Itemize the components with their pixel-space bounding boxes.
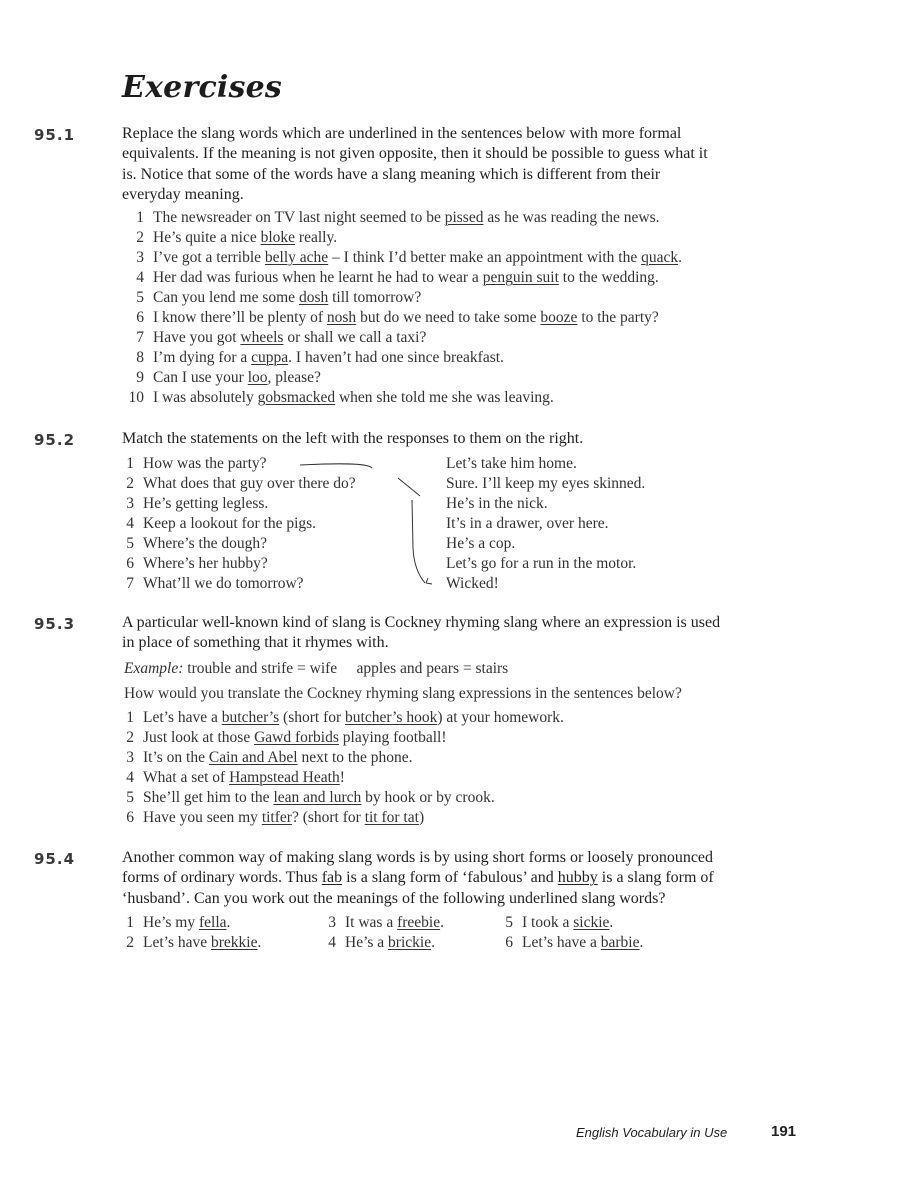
- instruction-line: [122, 868, 842, 888]
- exercise-number: 95.4: [34, 850, 76, 868]
- instruction-line: equivalents. If the meaning is not given opposite, then it should be possible to guess what it: [122, 145, 708, 163]
- item-number: 5: [136, 289, 144, 306]
- slang-word: hubby: [557, 869, 598, 887]
- item-number: 3: [126, 495, 134, 512]
- exercise-instructions: Match the statements on the left with the responses to them on the right.: [122, 430, 584, 447]
- list-item: [322, 934, 435, 952]
- item-text: (short for: [279, 709, 346, 726]
- instruction-line: everyday meaning.: [122, 185, 244, 203]
- item-text: It was a: [345, 914, 398, 931]
- item-text: Can you lend me some: [153, 289, 299, 306]
- item-text: He’s quite a nice: [153, 229, 261, 246]
- item-number: 2: [126, 934, 134, 951]
- instruction-text: is a slang form of: [597, 869, 714, 887]
- slang-word: barbie: [600, 934, 640, 951]
- list-item: [120, 769, 345, 787]
- item-text: Let’s have a: [143, 709, 222, 726]
- item-text: She’ll get him to the: [143, 789, 274, 806]
- instruction-line: is. Notice that some of the words have a slang meaning which is different from their: [122, 165, 661, 183]
- list-item: [322, 914, 444, 932]
- item-number: 5: [126, 535, 134, 552]
- item-text: .: [226, 914, 231, 931]
- item-number: 6: [505, 934, 513, 951]
- item-text: till tomorrow?: [328, 289, 422, 306]
- slang-word: wheels: [240, 329, 284, 346]
- instruction-line: Another common way of making slang words is by using short forms or loosely pronounced: [122, 849, 714, 866]
- slang-word: fella: [198, 914, 227, 931]
- item-text: by hook or by crook.: [361, 789, 495, 806]
- slang-word: lean and lurch: [273, 789, 362, 806]
- item-text: Where’s the dough?: [143, 535, 267, 552]
- item-text: How was the party?: [143, 455, 267, 472]
- list-item: [120, 914, 230, 932]
- slang-word: penguin suit: [482, 269, 559, 286]
- connector-line: [300, 464, 372, 468]
- match-response: Let’s go for a run in the motor.: [446, 555, 637, 572]
- item-text: ) at your homework.: [437, 709, 564, 726]
- slang-word: brickie: [388, 934, 432, 951]
- page-title: Exercises: [122, 70, 282, 105]
- match-response: It’s in a drawer, over here.: [446, 515, 609, 532]
- item-number: 5: [505, 914, 513, 931]
- item-text: Just look at those: [143, 729, 255, 746]
- item-text: . I haven’t had one since breakfast.: [288, 349, 504, 366]
- item-text: ): [418, 809, 425, 826]
- example-label: Example:: [124, 660, 184, 677]
- slang-word: sickie: [573, 914, 610, 931]
- list-item: [120, 809, 424, 827]
- exercise-number: 95.2: [34, 431, 76, 449]
- item-text: Let’s have: [143, 934, 212, 951]
- instruction-text: is a slang form of ‘fabulous’ and: [342, 869, 558, 887]
- item-text: What a set of: [143, 769, 230, 786]
- item-number: 4: [328, 934, 336, 951]
- slang-word: cuppa: [251, 349, 289, 366]
- item-text: What’ll we do tomorrow?: [143, 575, 304, 592]
- connector-line: [398, 478, 420, 496]
- slang-word: fab: [321, 869, 343, 887]
- item-text: .: [639, 934, 644, 951]
- match-response: He’s a cop.: [446, 535, 516, 552]
- slang-word: belly ache: [264, 249, 329, 266]
- item-text: Keep a lookout for the pigs.: [143, 515, 317, 532]
- item-text: Where’s her hubby?: [143, 555, 268, 572]
- exercise-instructions: [122, 613, 842, 654]
- item-number: 10: [128, 389, 144, 406]
- page-number: 191: [771, 1123, 797, 1140]
- item-text: or shall we call a taxi?: [283, 329, 427, 346]
- connector-arrow: [426, 578, 432, 584]
- item-text: Let’s have a: [522, 934, 601, 951]
- exercise-number: 95.1: [34, 126, 76, 144]
- item-number: 8: [136, 349, 144, 366]
- match-response: Wicked!: [446, 575, 499, 592]
- item-number: 2: [126, 729, 134, 746]
- item-text: Have you seen my: [143, 809, 262, 826]
- item-text: to the wedding.: [558, 269, 659, 286]
- item-text: playing football!: [338, 729, 447, 746]
- item-number: 9: [136, 369, 144, 386]
- list-item: [120, 934, 261, 952]
- connector-line: [412, 500, 425, 583]
- item-text: I took a: [522, 914, 574, 931]
- item-text: but do we need to take some: [356, 309, 541, 326]
- item-number: 3: [126, 749, 134, 766]
- slang-word: Cain and Abel: [208, 749, 298, 766]
- list-item: [499, 934, 643, 952]
- slang-word: titfer: [261, 809, 292, 826]
- item-text: What does that guy over there do?: [143, 475, 356, 492]
- exercise-instructions: [122, 848, 842, 909]
- item-text: .: [440, 914, 444, 931]
- slang-word: pissed: [444, 209, 484, 226]
- item-number: 6: [136, 309, 144, 326]
- slang-word: butcher’s: [221, 709, 280, 726]
- slang-word: brekkie: [211, 934, 258, 951]
- item-text: as he was reading the news.: [483, 209, 660, 226]
- item-number: 6: [126, 555, 134, 572]
- example-line: [124, 660, 508, 678]
- instruction-line: in place of something that it rhymes with.: [122, 634, 389, 652]
- footer-book-title: English Vocabulary in Use: [576, 1125, 728, 1140]
- item-text: ? (short for: [291, 809, 365, 826]
- item-number: 3: [328, 914, 336, 931]
- item-text: I was absolutely: [153, 389, 258, 406]
- slang-word: tit for tat: [364, 809, 419, 826]
- exercise-number: 95.3: [34, 615, 76, 633]
- instruction-text: forms of ordinary words. Thus: [122, 869, 322, 887]
- item-number: 4: [136, 269, 144, 286]
- slang-word: Gawd forbids: [254, 729, 339, 746]
- item-text: .: [431, 934, 435, 951]
- item-number: 1: [126, 914, 134, 931]
- item-number: 7: [126, 575, 134, 592]
- item-number: 4: [126, 769, 134, 786]
- item-text: It’s on the: [143, 749, 209, 766]
- item-text: I know there’ll be plenty of: [153, 309, 327, 326]
- item-text: – I think I’d better make an appointment with the: [328, 249, 642, 266]
- list-item: [120, 729, 447, 747]
- list-item: [120, 749, 413, 767]
- item-text: .: [609, 914, 614, 931]
- instruction-line: Replace the slang words which are underlined in the sentences below with more formal: [122, 125, 682, 142]
- item-text: He’s getting legless.: [143, 495, 269, 512]
- match-response: He’s in the nick.: [446, 495, 548, 512]
- item-text: next to the phone.: [297, 749, 413, 766]
- question-text: How would you translate the Cockney rhyming slang expressions in the sentences below?: [124, 685, 682, 702]
- item-number: 2: [126, 475, 134, 492]
- match-response: Let’s take him home.: [446, 455, 577, 472]
- item-number: 6: [126, 809, 134, 826]
- list-item: [120, 709, 564, 727]
- item-text: really.: [295, 229, 338, 246]
- slang-word: gobsmacked: [257, 389, 336, 406]
- item-number: 4: [126, 515, 134, 532]
- slang-word: nosh: [326, 309, 357, 326]
- item-text: He’s a: [345, 934, 389, 951]
- slang-word: butcher’s hook: [345, 709, 438, 726]
- item-text: I’m dying for a: [153, 349, 252, 366]
- item-number: 1: [126, 709, 134, 726]
- item-text: The newsreader on TV last night seemed to be: [153, 209, 445, 226]
- item-text: when she told me she was leaving.: [335, 389, 554, 406]
- item-text: Have you got: [153, 329, 241, 346]
- instruction-line: A particular well-known kind of slang is Cockney rhyming slang where an expression is used: [122, 614, 721, 631]
- item-text: Can I use your: [153, 369, 248, 386]
- slang-word: Hampstead Heath: [229, 769, 340, 786]
- example-text: trouble and strife = wife apples and pears = stairs: [183, 660, 509, 677]
- item-text: Her dad was furious when he learnt he had to wear a: [153, 269, 483, 286]
- item-text: I’ve got a terrible: [153, 249, 265, 266]
- item-number: 7: [136, 329, 144, 346]
- item-number: 1: [126, 455, 134, 472]
- list-item: [120, 789, 495, 807]
- slang-word: quack: [641, 249, 679, 266]
- item-text: .: [257, 934, 262, 951]
- item-number: 2: [136, 229, 144, 246]
- item-text: .: [678, 249, 682, 266]
- slang-word: booze: [540, 309, 578, 326]
- slang-word: dosh: [298, 289, 329, 306]
- item-text: !: [339, 769, 345, 786]
- slang-word: loo: [247, 369, 268, 386]
- item-number: 1: [136, 209, 144, 226]
- item-number: 3: [136, 249, 144, 266]
- item-text: to the party?: [577, 309, 659, 326]
- item-number: 5: [126, 789, 134, 806]
- slang-word: freebie: [397, 914, 441, 931]
- item-text: , please?: [267, 369, 321, 386]
- match-response: Sure. I’ll keep my eyes skinned.: [446, 475, 646, 492]
- instruction-line: ‘husband’. Can you work out the meanings of the following underlined slang words?: [122, 889, 666, 907]
- list-item: [499, 914, 613, 932]
- item-text: He’s my: [143, 914, 199, 931]
- slang-word: bloke: [260, 229, 296, 246]
